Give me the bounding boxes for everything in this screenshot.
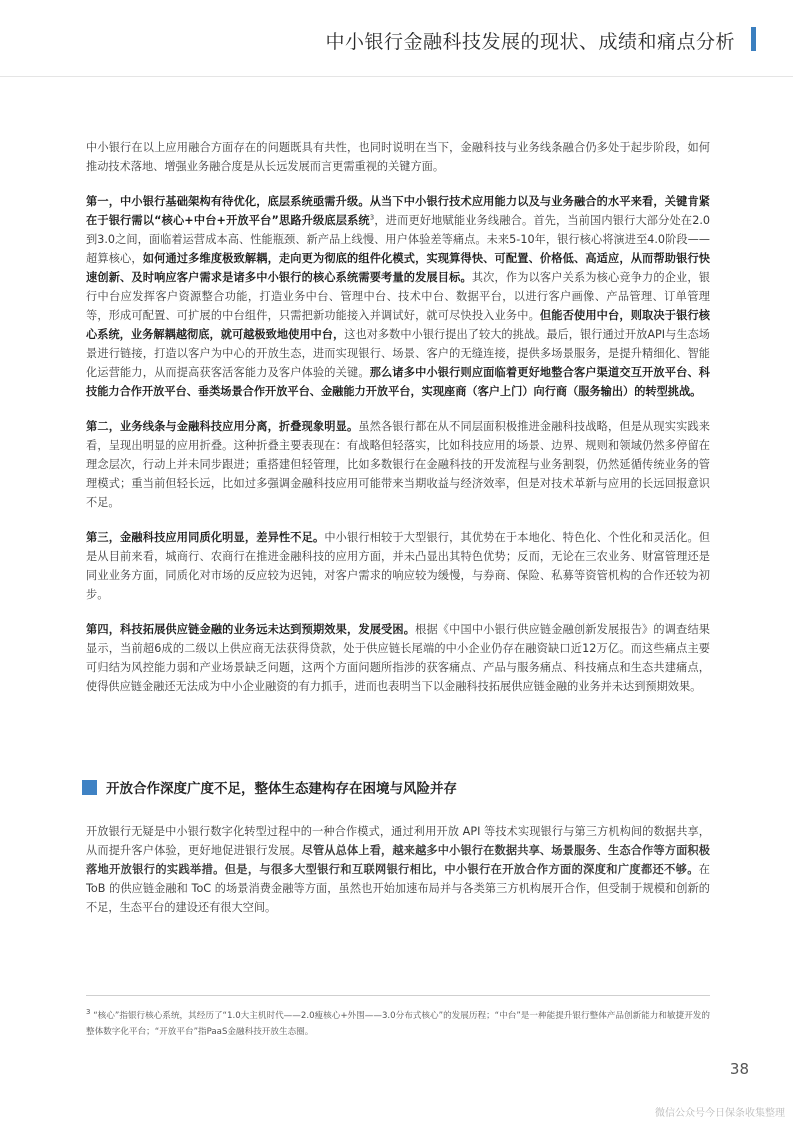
watermark: 微信公众号今日保条收集整理	[655, 1108, 785, 1119]
text: ，进而更好地赋能业务线融合。首先，当前国内银行大部分处在2.0到3.0之间，面临着运营成本高、性能瓶颈、新产品上线慢、用户体验差等痛点。未来5-10年，银行核心将演进至4.0阶段——超算核心，	[86, 214, 710, 265]
bold-text: 第四，科技拓展供应链金融的业务远未达到预期效果，发展受困。	[86, 623, 416, 636]
section-square-icon	[82, 780, 97, 795]
section-title: 开放合作深度广度不足，整体生态建构存在困境与风险并存	[106, 781, 457, 797]
footnote	[86, 1008, 710, 1040]
section-heading	[82, 777, 457, 797]
footnote-text: “核心”指银行核心系统，其经历了“1.0大主机时代——2.0瘦核心+外围——3.0分布式核心”的发展历程；“中台”是一种能提升银行整体产品创新能力和敏捷开发的整体数字化平台；“开放平台”指PaaS金融科技开放生态圈。	[86, 1011, 711, 1037]
text: 虽然各银行都在从不同层面积极推进金融科技战略，但是从现实实践来看，呈现出明显的应用折叠。这种折叠主要表现在：有战略但轻落实，比如科技应用的场景、边界、规则和领域仍然多停留在理念层次，行动上并未同步跟进；重搭建但轻管理，比如多数银行在金融科技的开发流程与业务割裂，仍然延循传统业务的管理模式；重当前但轻长远，比如过多强调金融科技应用可能带来当期收益与经济效率，但是对技术革新与应用的长远回报意识不足。	[86, 420, 710, 509]
bold-text: 尽管从总体上看，越来越多中小银行在数据共享、场景服务、生态合作等方面积极落地开放银行的实践举措。但是，与很多大型银行和互联网银行相比，中小银行在开放合作方面的深度和广度都还不够。	[86, 844, 710, 876]
section-body	[86, 822, 710, 917]
text: 开放银行无疑是中小银行数字化转型过程中的一种合作模式，通过利用开放 API 等技术实现银行与第三方机构间的数据共享，从而提升客户体验，更好地促进银行发展。	[86, 825, 710, 857]
bold-text: 第三，金融科技应用同质化明显，差异性不足。	[86, 531, 325, 544]
paragraph-first	[86, 192, 710, 401]
header-accent-bar	[751, 27, 756, 51]
text: 这也对多数中小银行提出了较大的挑战。最后，银行通过开放API与生态场景进行链接，打造以客户为中心的开放生态，进而实现银行、场景、客户的无缝连接，提供多场景服务，是提升精细化、智能化运营能力，从而提高获客活客能力及客户体验的关键。	[86, 328, 710, 379]
body-text	[86, 138, 710, 712]
bold-text: 但能否使用中台，则取决于银行核心系统，业务解耦越彻底，就可越极致地使用中台，	[86, 309, 710, 341]
bold-text: 从当下中小银行技术应用能力以及与业务融合的水平来看，关键肯紧在于银行需以“核心+中台+开放平台”思路升级底层系统	[86, 195, 710, 227]
paragraph-third	[86, 528, 710, 604]
bold-text: 那么诸多中小银行则应面临着更好地整合客户渠道交互开放平台、科技能力合作开放平台、垂类场景合作开放平台、金融能力开放平台，实现座商（客户上门）向行商（服务输出）的转型挑战。	[86, 366, 710, 398]
paragraph-fourth	[86, 620, 710, 696]
footnote-divider	[86, 995, 710, 996]
bold-text: 第二，业务线条与金融科技应用分离，折叠现象明显。	[86, 420, 359, 433]
header-title: 中小银行金融科技发展的现状、成绩和痛点分析	[325, 31, 735, 53]
bold-text: 第一，中小银行基础架构有待优化，底层系统亟需升级。	[86, 195, 370, 208]
page-number: 38	[729, 1060, 749, 1078]
section-paragraph	[86, 822, 710, 917]
footnote-ref: 3	[369, 213, 375, 222]
text: 中小银行相较于大型银行，其优势在于本地化、特色化、个性化和灵活化。但是从目前来看，城商行、农商行在推进金融科技的应用方面，并未凸显出其特色优势；反而，无论在三农业务、财富管理还是同业业务方面，同质化对市场的反应较为迟钝，对客户需求的响应较为缓慢，与券商、保险、私募等资管机构的合作还较为初步。	[86, 531, 710, 601]
footnote-mark: 3	[86, 1008, 91, 1017]
paragraph-second	[86, 417, 710, 512]
text: 其次，作为以客户关系为核心竞争力的企业，银行中台应发挥客户资源整合功能，打造业务中台、管理中台、技术中台、数据平台，以进行客户画像、产品管理、订单管理等，形成可配置、可扩展的中台组件，只需把新功能接入并调试好，就可尽快投入业务中。	[86, 271, 710, 322]
text: 根据《中国中小银行供应链金融创新发展报告》的调查结果显示，当前超6成的二级以上供应商无法获得贷款，处于供应链长尾端的中小企业仍存在融资缺口近12万亿。而这些痛点主要可归结为风控能力弱和产业场景缺乏问题，这两个方面问题所指涉的获客痛点、产品与服务痛点、科技痛点和生态共建痛点，使得供应链金融还无法成为中小企业融资的有力抓手，进而也表明当下以金融科技拓展供应链金融的业务并未达到预期效果。	[86, 623, 710, 693]
page-header	[0, 0, 793, 77]
text: 在 ToB 的供应链金融和 ToC 的场景消费金融等方面，虽然也开始加速布局并与各类第三方机构展开合作，但受制于规模和创新的不足，生态平台的建设还有很大空间。	[86, 863, 710, 914]
paragraph-intro: 中小银行在以上应用融合方面存在的问题既具有共性，也同时说明在当下，金融科技与业务线条融合仍多处于起步阶段，如何推动技术落地、增强业务融合度是从长远发展而言更需重视的关键方面。	[86, 141, 710, 173]
bold-text: 如何通过多维度极致解耦，走向更为彻底的组件化模式，实现算得快、可配置、价格低、高适应，从而帮助银行快速创新、及时响应客户需求是诸多中小银行的核心系统需要考量的发展目标。	[86, 252, 710, 284]
